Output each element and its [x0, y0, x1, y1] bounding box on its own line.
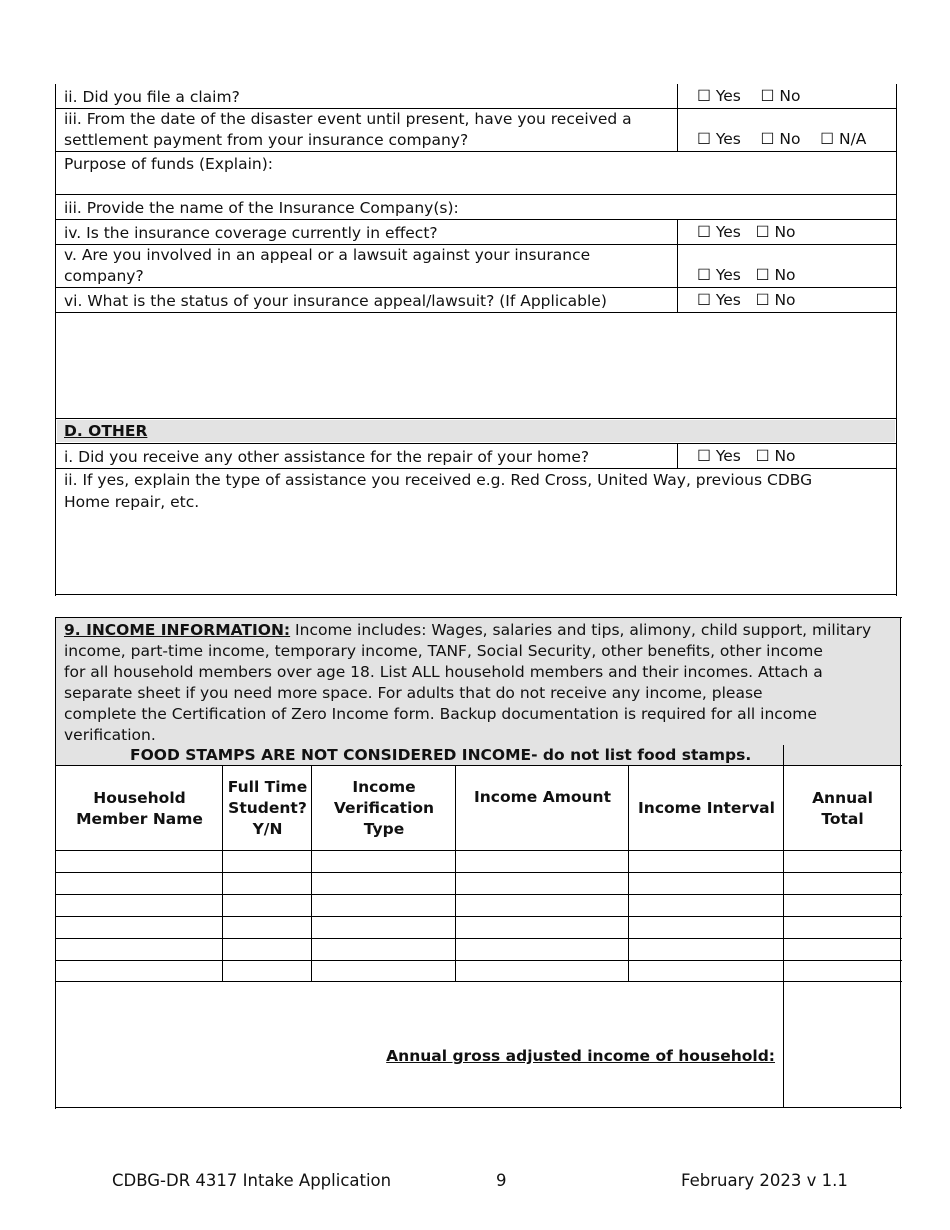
table-rule — [55, 938, 902, 939]
appeal-status-explanation-field[interactable] — [57, 314, 895, 417]
coverage-checkboxes[interactable]: ☐ Yes ☐ No — [697, 223, 796, 241]
column-header-text: Verification — [333, 799, 435, 817]
appeal-status-question: vi. What is the status of your insurance appeal/lawsuit? (If Applicable) — [64, 292, 607, 310]
column-header-text: Y/N — [252, 820, 283, 838]
filed-claim-checkboxes[interactable]: ☐ Yes ☐ No — [697, 87, 801, 105]
food-stamps-divider — [783, 745, 784, 767]
table-rule — [55, 960, 902, 961]
column-header-income-amount — [457, 787, 628, 808]
table-row[interactable] — [57, 962, 900, 981]
column-header-text: Income — [352, 778, 416, 796]
row-rule — [55, 151, 897, 152]
column-header-income-interval — [630, 767, 783, 850]
row-rule — [55, 287, 897, 288]
income-intro-line6: verification. — [64, 726, 156, 744]
table-row[interactable] — [57, 896, 900, 916]
food-stamps-note: FOOD STAMPS ARE NOT CONSIDERED INCOME- do not list food stamps. — [130, 746, 752, 764]
table-rule — [55, 981, 902, 982]
row-rule — [55, 418, 897, 419]
insurance-company-label: iii. Provide the name of the Insurance Company(s): — [64, 199, 459, 217]
income-intro-line4: separate sheet if you need more space. For adults that do not receive any income, please — [64, 684, 763, 702]
footer-document-title: CDBG-DR 4317 Intake Application — [112, 1171, 392, 1190]
column-header-text: Household — [93, 788, 186, 807]
annual-gross-income-field[interactable] — [785, 983, 900, 1107]
answer-divider — [677, 443, 678, 469]
appeal-question-line2: company? — [64, 267, 144, 285]
answer-divider — [677, 219, 678, 313]
column-header-text: Total — [821, 809, 864, 828]
income-frame-bottom — [55, 1107, 902, 1108]
appeal-status-checkboxes[interactable]: ☐ Yes ☐ No — [697, 291, 796, 309]
coverage-question: iv. Is the insurance coverage currently in effect? — [64, 224, 438, 242]
row-rule — [55, 219, 897, 220]
filed-claim-question: ii. Did you file a claim? — [64, 88, 240, 106]
frame-right — [896, 84, 897, 596]
answer-divider — [677, 84, 678, 152]
table-rule — [55, 894, 902, 895]
appeal-checkboxes[interactable]: ☐ Yes ☐ No — [697, 266, 796, 284]
income-frame-right — [900, 617, 901, 1109]
column-header-annual-total — [785, 767, 900, 850]
footer-version: February 2023 v 1.1 — [681, 1171, 848, 1190]
settlement-checkboxes[interactable]: ☐ Yes ☐ No ☐ N/A — [697, 130, 867, 148]
table-row[interactable] — [57, 940, 900, 960]
other-assistance-question: i. Did you receive any other assistance for the repair of your home? — [64, 448, 590, 466]
table-row[interactable] — [57, 852, 900, 872]
row-rule — [55, 594, 897, 595]
purpose-of-funds-field[interactable] — [57, 174, 895, 193]
income-intro-line5: complete the Certification of Zero Income form. Backup documentation is required for all income — [64, 705, 817, 723]
row-rule — [55, 443, 897, 444]
column-header-text: Student? — [228, 799, 307, 817]
income-intro-line1 — [56, 620, 898, 641]
table-rule — [55, 916, 902, 917]
other-heading: D. OTHER — [64, 422, 148, 440]
column-header-text: Member Name — [76, 809, 203, 828]
other-assistance-checkboxes[interactable]: ☐ Yes ☐ No — [697, 447, 796, 465]
column-header-verification-type — [313, 767, 455, 850]
column-header-full-time-student — [224, 767, 311, 850]
table-rule — [55, 872, 902, 873]
footer-page-number: 9 — [496, 1171, 507, 1190]
row-rule — [55, 194, 897, 195]
table-row[interactable] — [57, 874, 900, 894]
row-rule — [55, 468, 897, 469]
table-rule — [55, 765, 902, 766]
column-header-text: Type — [363, 820, 405, 838]
column-header-member-name — [57, 767, 222, 850]
column-header-text: Annual — [812, 788, 873, 807]
other-explain-field[interactable] — [57, 514, 895, 592]
column-header-text: Full Time — [227, 778, 308, 796]
column-header-text: Income Amount — [474, 788, 611, 806]
other-explain-line2: Home repair, etc. — [64, 493, 200, 511]
annual-gross-income-label: Annual gross adjusted income of household: — [386, 1047, 775, 1065]
income-intro-line2: income, part-time income, temporary income, TANF, Social Security, other benefits, other income — [64, 642, 823, 660]
row-rule — [55, 312, 897, 313]
purpose-of-funds-label: Purpose of funds (Explain): — [64, 155, 274, 173]
settlement-question-line1: iii. From the date of the disaster event until present, have you received a — [64, 110, 632, 128]
appeal-question-line1: v. Are you involved in an appeal or a lawsuit against your insurance — [64, 246, 591, 264]
table-rule — [55, 850, 902, 851]
income-frame-top — [55, 617, 902, 618]
income-intro-line3: for all household members over age 18. List ALL household members and their incomes. Attach a — [64, 663, 823, 681]
column-header-text: Income Interval — [638, 799, 775, 817]
table-row[interactable] — [57, 918, 900, 938]
income-intro-text: Income includes: Wages, salaries and tips, alimony, child support, military — [290, 621, 872, 639]
other-heading-row — [57, 420, 895, 442]
settlement-question-line2: settlement payment from your insurance company? — [64, 131, 469, 149]
income-heading: 9. INCOME INFORMATION: — [64, 621, 291, 639]
other-explain-line1: ii. If yes, explain the type of assistance you received e.g. Red Cross, United Way, previous CDBG — [64, 471, 813, 489]
